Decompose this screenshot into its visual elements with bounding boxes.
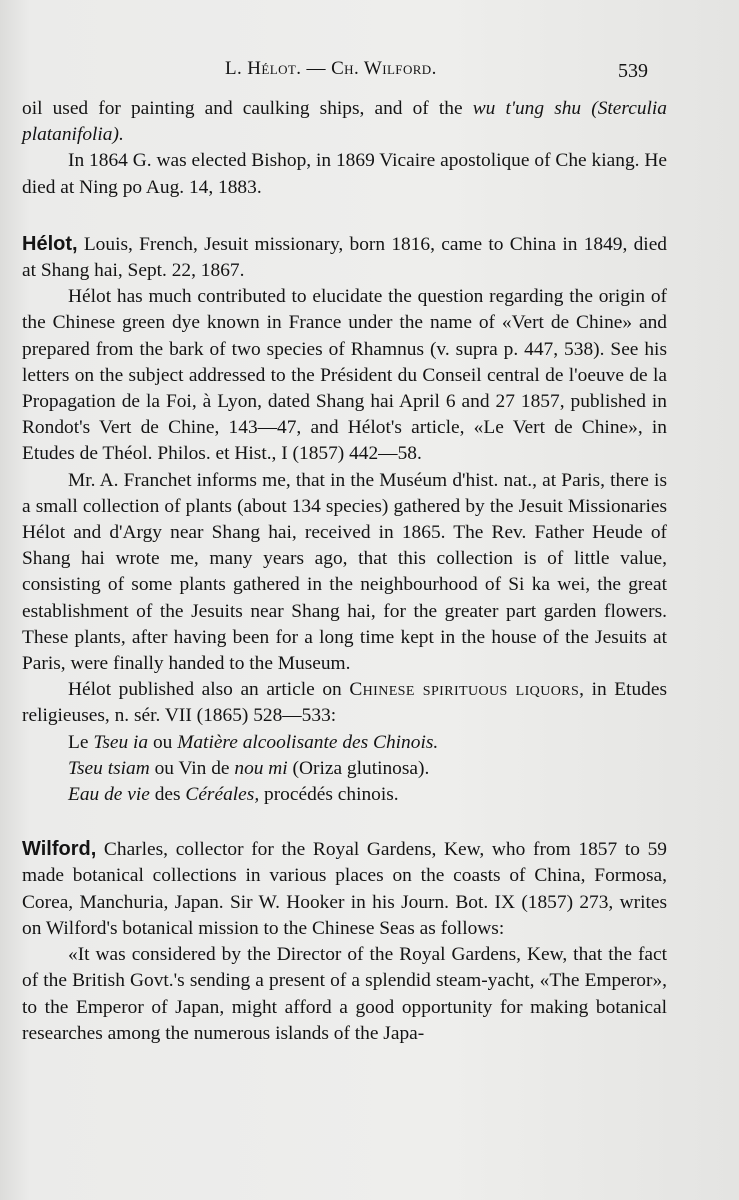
text-run: des (149, 784, 186, 806)
italic-run: nou mi (234, 757, 288, 779)
page-header (0, 56, 739, 86)
entry-wilford (22, 836, 667, 942)
paragraph-vert-de-chine: Hélot has much contributed to elucidate the question regarding the origin of the Chinese green dye known in France under the name of «Vert de Chine» and prepared from the bark of two species of Rhamnus (v. supra p. 447, 538). See his letters on the subject addressed to the Président du Conseil central de l'oeuve de la Propagation de la Foi, à Lyon, dated Shang hai April 6 and 27 1857, published in Rondot's Vert de Chine, 143—47, and Hélot's article, «Le Vert de Chine», in Etudes de Théol. Philos. et Hist., I (1857) 442—58. (22, 286, 667, 465)
text-run: procédés chinois. (259, 784, 399, 806)
entry-name-wilford: Wilford, (22, 838, 97, 861)
page-body (22, 96, 667, 1047)
running-head: L. Hélot. — Ch. Wilford. (225, 58, 437, 79)
text-run: oil used for painting and caulking ships, and of the (22, 98, 473, 119)
paragraph-wilford-quote: «It was considered by the Director of the Royal Gardens, Kew, that the fact of the British Govt.'s sending a present of a splendid steam-yacht, «The Emperor», to the Emperor of Japan, might afford a good opportunity for making botanical researches among the numerous islands of the Japa- (22, 944, 667, 1044)
text-run: (Oriza glutinosa). (287, 757, 430, 779)
text-run: Le (68, 731, 94, 753)
citation-line-2 (22, 756, 667, 782)
paragraph-continuation (22, 96, 667, 148)
text-run: ou Vin de (149, 757, 235, 779)
entry-helot (22, 231, 667, 284)
text-run: Hélot published also an article on (68, 679, 350, 701)
citation-line-3 (22, 782, 667, 808)
citation-line-1 (22, 730, 667, 756)
text-run: , in Etudes religieuses, n. sér. VII (1865) 528—533: (22, 679, 668, 727)
italic-run: Tseu tsiam (68, 757, 150, 779)
page-number: 539 (618, 60, 648, 82)
entry-text-wilford: Charles, collector for the Royal Gardens, Kew, who from 1857 to 59 made botanical collections in various places on the coasts of China, Formosa, Corea, Manchuria, Japan. Sir W. Hooker in his Journ. Bot. IX (1857) 273, writes on Wilford's botanical mission to the Chinese Seas as follows: (22, 839, 667, 939)
paragraph-bishop: In 1864 G. was elected Bishop, in 1869 Vicaire apostolique of Che kiang. He died at Ning po Aug. 14, 1883. (22, 150, 667, 198)
small-caps-run: Chinese spirituous liquors (349, 679, 580, 701)
text-run: ou (148, 731, 178, 753)
entry-text-helot: Louis, French, Jesuit missionary, born 1816, came to China in 1849, died at Shang hai, Sept. 22, 1867. (22, 233, 667, 282)
italic-run: wu t'ung shu (Sterculia platanifolia). (22, 98, 667, 146)
italic-run: Céréales, (185, 784, 260, 806)
italic-run: Tseu ia (93, 731, 149, 753)
entry-name-helot: Hélot, (22, 232, 78, 255)
paragraph-liquors (22, 677, 667, 729)
italic-run: Eau de vie (68, 784, 150, 806)
paragraph-franchet: Mr. A. Franchet informs me, that in the Muséum d'hist. nat., at Paris, there is a small collection of plants (about 134 species) gathered by the Jesuit Missionaries Hélot and d'Argy near Shang hai, received in 1865. The Rev. Father Heude of Shang hai wrote me, many years ago, that this collection is of little value, consisting of some plants gathered in the neighbourhood of Si ka wei, the great establishment of the Jesuits near Shang hai, for the greater part garden flowers. These plants, after having been for a long time kept in the house of the Jesuits at Paris, were finally handed to the Museum. (22, 469, 667, 675)
italic-run: Matière alcoolisante des Chinois. (177, 731, 439, 753)
